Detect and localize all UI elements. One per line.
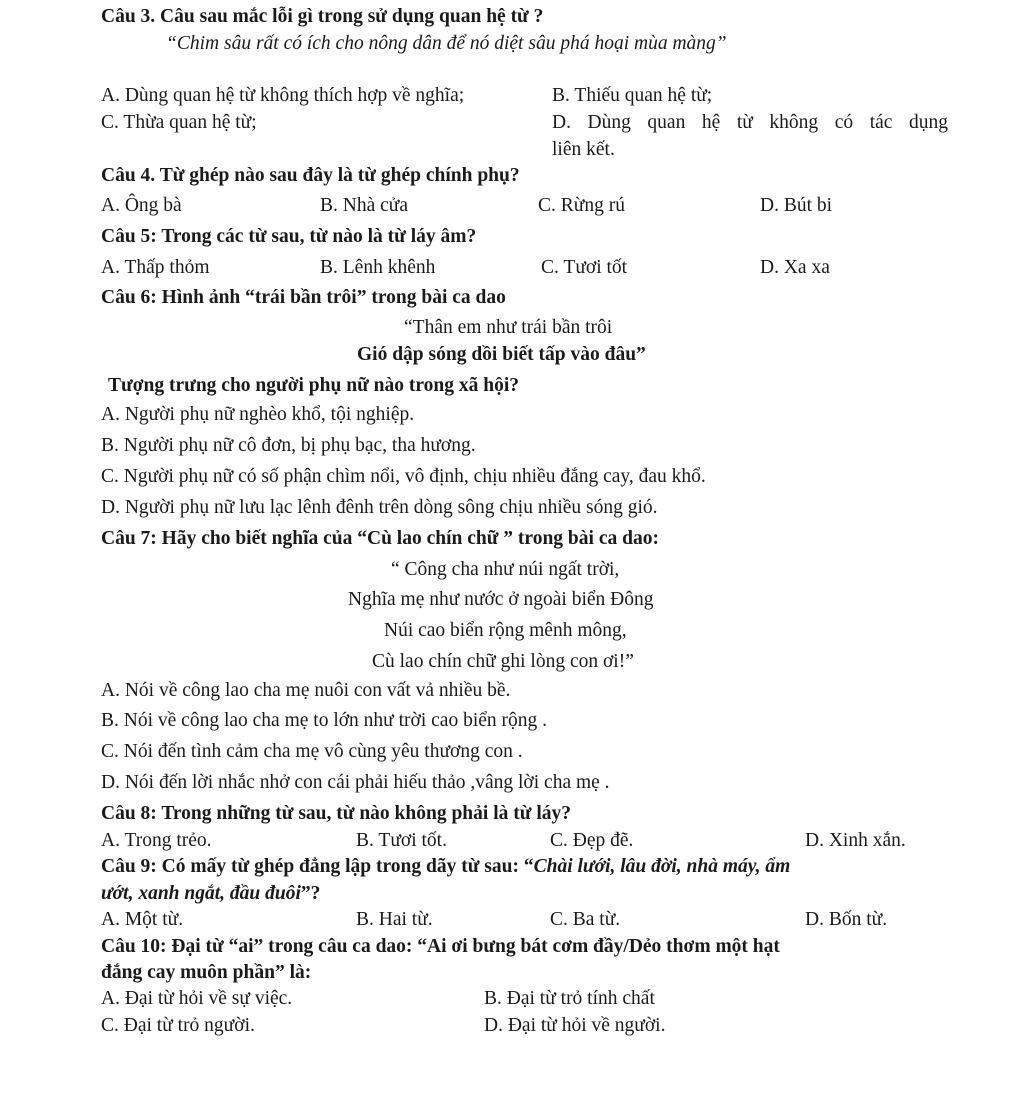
question-7-option-b: B. Nói về công lao cha mẹ to lớn như trời cao biển rộng . (101, 710, 548, 731)
question-7-option-d: D. Nói đến lời nhắc nhở con cái phải hiếu thảo ,vâng lời cha mẹ . (101, 772, 610, 793)
question-7-verse-2: Nghĩa mẹ như nước ở ngoài biển Đông (348, 589, 654, 610)
question-6-title: Câu 6: Hình ảnh “trái bần trôi” trong bài ca dao (101, 287, 506, 308)
question-4-title: Câu 4. Từ ghép nào sau đây là từ ghép chính phụ? (101, 165, 520, 186)
question-6-subtitle: Tượng trưng cho người phụ nữ nào trong xã hội? (108, 375, 520, 396)
question-7-title: Câu 7: Hãy cho biết nghĩa của “Cù lao chín chữ ” trong bài ca dao: (101, 528, 659, 549)
question-9-option-b: B. Hai từ. (356, 909, 433, 930)
question-5-option-b: B. Lênh khênh (320, 257, 436, 278)
question-5-title: Câu 5: Trong các từ sau, từ nào là từ láy âm? (101, 226, 477, 247)
question-4-option-b: B. Nhà cửa (320, 195, 408, 216)
question-3-option-b: B. Thiếu quan hệ từ; (552, 85, 713, 106)
question-4-option-c: C. Rừng rú (538, 195, 625, 216)
question-10-option-d: D. Đại từ hỏi về người. (484, 1015, 666, 1036)
question-7-option-a: A. Nói về công lao cha mẹ nuôi con vất vả nhiều bề. (101, 680, 511, 701)
question-8-option-b: B. Tươi tốt. (356, 830, 447, 851)
question-9-option-c: C. Ba từ. (550, 909, 621, 930)
question-7-verse-3: Núi cao biển rộng mênh mông, (384, 620, 627, 641)
question-8-option-d: D. Xinh xắn. (805, 830, 906, 851)
question-3-title: Câu 3. Câu sau mắc lỗi gì trong sử dụng quan hệ từ ? (101, 6, 544, 27)
question-10-option-a: A. Đại từ hỏi về sự việc. (101, 988, 293, 1009)
question-3-quote: “Chim sâu rất có ích cho nông dân để nó diệt sâu phá hoại mùa màng” (166, 33, 727, 54)
question-7-option-c: C. Nói đến tình cảm cha mẹ vô cùng yêu thương con . (101, 741, 523, 762)
question-3-option-c: C. Thừa quan hệ từ; (101, 112, 257, 133)
question-9-title-bold: Câu 9: Có mấy từ ghép đẳng lập trong dãy từ sau: “ (101, 856, 534, 877)
question-9-title-line2 (101, 884, 320, 904)
question-4-option-a: A. Ông bà (101, 195, 182, 216)
question-6-option-b: B. Người phụ nữ cô đơn, bị phụ bạc, tha hương. (101, 435, 476, 456)
question-9-title-end: ”? (300, 883, 321, 904)
question-9-option-a: A. Một từ. (101, 909, 184, 930)
question-3-option-d-line1: D. Dùng quan hệ từ không có tác dụng (552, 112, 948, 133)
question-8-option-a: A. Trong trẻo. (101, 830, 212, 851)
question-3-option-a: A. Dùng quan hệ từ không thích hợp về nghĩa; (101, 85, 465, 106)
question-3-option-d-line2: liên kết. (552, 139, 615, 160)
question-7-verse-4: Cù lao chín chữ ghi lòng con ơi!” (372, 651, 634, 672)
question-9-title-line1 (101, 857, 790, 877)
question-5-option-c: C. Tươi tốt (541, 257, 628, 278)
question-9-title-italic-2: ướt, xanh ngắt, đầu đuôi (101, 883, 301, 904)
question-4-option-d: D. Bút bi (760, 195, 833, 216)
question-6-verse-1: “Thân em như trái bần trôi (404, 317, 613, 338)
question-8-title: Câu 8: Trong những từ sau, từ nào không phải là từ láy? (101, 803, 571, 824)
question-6-option-a: A. Người phụ nữ nghèo khổ, tội nghiệp. (101, 404, 415, 425)
question-6-verse-2: Gió dập sóng dồi biết tấp vào đâu” (357, 344, 646, 365)
question-5-option-d: D. Xa xa (760, 257, 830, 278)
question-6-option-c: C. Người phụ nữ có số phận chìm nổi, vô định, chịu nhiều đắng cay, đau khổ. (101, 466, 706, 487)
question-10-option-b: B. Đại từ trỏ tính chất (484, 988, 655, 1009)
question-7-verse-1: “ Công cha như núi ngất trời, (391, 559, 620, 580)
question-8-option-c: C. Đẹp đẽ. (550, 830, 634, 851)
question-10-title-line1: Câu 10: Đại từ “ai” trong câu ca dao: “Ai ơi bưng bát cơm đầy/Dẻo thơm một hạt (101, 936, 780, 957)
question-10-option-c: C. Đại từ trỏ người. (101, 1015, 255, 1036)
question-9-option-d: D. Bốn từ. (805, 909, 888, 930)
question-9-title-italic-1: Chài lưới, lâu đời, nhà máy, ẩm (533, 856, 791, 877)
question-10-title-line2: đắng cay muôn phần” là: (101, 962, 312, 983)
question-5-option-a: A. Thấp thỏm (101, 257, 210, 278)
question-6-option-d: D. Người phụ nữ lưu lạc lênh đênh trên dòng sông chịu nhiều sóng gió. (101, 497, 658, 518)
